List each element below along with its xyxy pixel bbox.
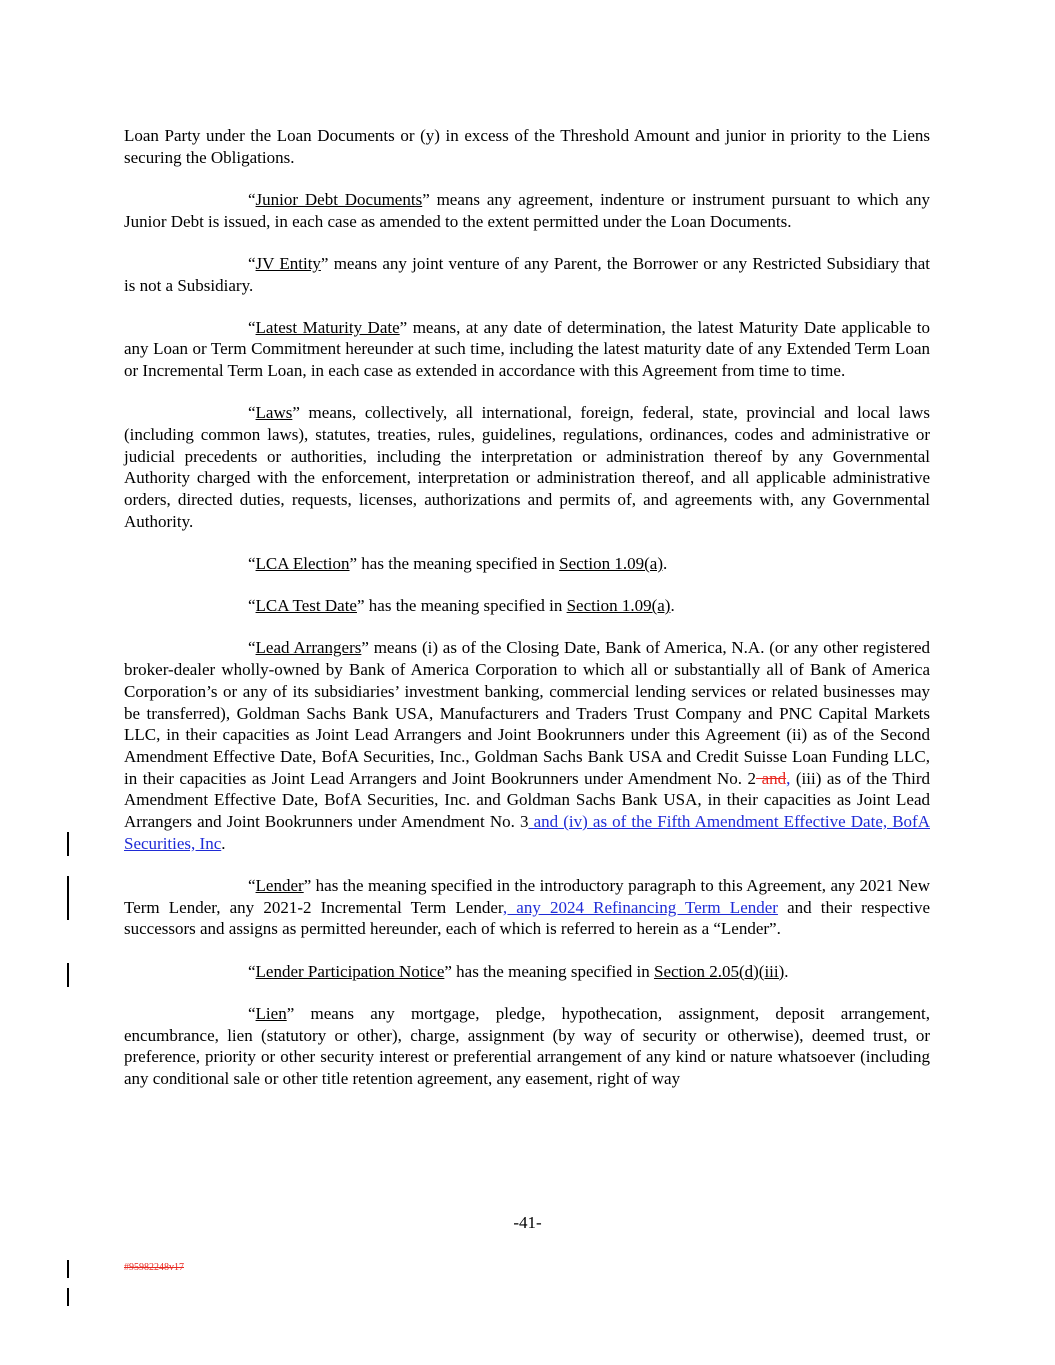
definition-text: ” has the meaning specified in xyxy=(349,554,560,574)
defined-term: Junior Debt Documents xyxy=(255,189,423,209)
change-bar xyxy=(67,876,69,920)
definition-text: (iii) as of the Third Amendment Effective Date, BofA Securities, Inc. and Goldman Sachs Bank USA, in their capacities as Joint Lead Arrangers and Joint Bookrunners under Amendment No. 3 xyxy=(124,768,930,832)
definition-lien xyxy=(124,1003,930,1090)
inserted-text: , xyxy=(786,768,791,788)
open-quote: “ xyxy=(248,596,256,616)
period: . xyxy=(670,596,675,616)
period: . xyxy=(662,554,668,574)
paragraph-continuation: Loan Party under the Loan Documents or (y) in excess of the Threshold Amount and junior in priority to the Liens securing the Obligations. xyxy=(124,126,930,167)
definition-text: ” means (i) as of the Closing Date, Bank of America, N.A. (or any other registered broker-dealer wholly-owned by Bank of America Corporation to which all or substantially all of Bank of America Corporation’s or any of its subsidiaries’ investment banking, commercial lending services or related businesses may be transferred), Goldman Sachs Bank USA, Manufacturers and Traders Trust Company and PNC Capital Markets LLC, in their capacities as Joint Lead Arrangers and Joint Bookrunners under this Agreement (ii) as of the Second Amendment Effective Date, BofA Securities, Inc., Goldman Sachs Bank USA and Credit Suisse Loan Funding LLC, in their capacities as Joint Lead Arrangers and Joint Bookrunners under Amendment No. 2 xyxy=(124,638,930,788)
section-reference: Section 1.09(a) xyxy=(566,596,671,616)
definition-text: ” has the meaning specified in xyxy=(356,596,567,616)
open-quote: “ xyxy=(248,1003,256,1023)
definition-text: ” means any mortgage, pledge, hypothecation, assignment, deposit arrangement, encumbrance, lien (statutory or other), charge, assignment (by way of security or otherwise), deemed trust, or preference, priority or other security interest or preferential arrangement of any kind or nature whatsoever (including any conditional sale or other title retention agreement, any easement, right of way xyxy=(124,1003,930,1088)
inserted-text: and (iv) as of the Fifth Amendment Effective Date, BofA Securities, Inc xyxy=(124,812,930,853)
change-bar xyxy=(67,963,69,987)
definition-jv-entity xyxy=(124,253,930,296)
definition-text: ” means any joint venture of any Parent, the Borrower or any Restricted Subsidiary that is not a Subsidiary. xyxy=(124,253,930,295)
open-quote: “ xyxy=(248,253,256,273)
page-number: -41- xyxy=(513,1213,542,1232)
deleted-text: and xyxy=(756,768,787,788)
defined-term: Lead Arrangers xyxy=(255,638,362,658)
definition-text: ” means, at any date of determination, the latest Maturity Date applicable to any Loan or Term Commitment hereunder at such time, including the latest maturity date of any Extended Term Loan or Incremental Term Loan, in each case as extended in accordance with this Agreement from time to time. xyxy=(124,317,931,381)
change-bar xyxy=(67,832,69,856)
definition-latest-maturity-date xyxy=(124,317,930,382)
open-quote: “ xyxy=(248,189,256,209)
defined-term: Lender xyxy=(255,875,304,895)
definition-text: . xyxy=(221,833,226,853)
document-body xyxy=(124,125,930,1110)
section-reference: Section 2.05(d)(iii) xyxy=(653,961,785,981)
defined-term: Laws xyxy=(255,403,293,423)
change-bar xyxy=(67,1260,69,1278)
definition-text: ” means, collectively, all international, foreign, federal, state, provincial and local laws (including common laws), statutes, treaties, rules, guidelines, regulations, ordinances, codes and administrative or judicial precedents or authorities, including the interpretation or administration thereof by any Governmental Authority charged with the enforcement, interpretation or administration thereof, and all applicable administrative orders, directed duties, requests, licenses, authorizations and permits of, and agreements with, any Governmental Authority. xyxy=(124,403,930,531)
open-quote: “ xyxy=(248,875,256,895)
section-reference: Section 1.09(a) xyxy=(559,554,663,574)
defined-term: LCA Election xyxy=(255,554,350,574)
definition-lead-arrangers xyxy=(124,637,930,854)
definition-text: ” means any agreement, indenture or instrument pursuant to which any Junior Debt is issued, in each case as amended to the extent permitted under the Loan Documents. xyxy=(124,189,930,231)
change-bar xyxy=(67,1288,69,1306)
defined-term: JV Entity xyxy=(255,253,321,273)
open-quote: “ xyxy=(248,403,256,423)
definition-lca-test-date xyxy=(124,595,930,617)
defined-term: Latest Maturity Date xyxy=(255,317,400,337)
open-quote: “ xyxy=(248,317,256,337)
definition-lca-election xyxy=(124,553,930,575)
open-quote: “ xyxy=(248,961,256,981)
definition-lender-participation-notice xyxy=(124,961,930,983)
defined-term: LCA Test Date xyxy=(255,596,357,616)
period: . xyxy=(784,961,789,981)
definition-text: ” has the meaning specified in the introductory paragraph to this Agreement, any 2021 New Term Lender, any 2021-2 Incremental Term Lender xyxy=(124,875,930,917)
definition-lender xyxy=(124,875,930,940)
definition-text: and their respective successors and assigns as permitted hereunder, each of which is referred to herein as a “Lender”. xyxy=(124,897,930,939)
defined-term: Lien xyxy=(255,1003,287,1023)
definition-laws xyxy=(124,402,930,532)
definition-text: ” has the meaning specified in xyxy=(444,961,654,981)
open-quote: “ xyxy=(248,638,256,658)
defined-term: Lender Participation Notice xyxy=(255,961,445,981)
inserted-text: , any 2024 Refinancing Term Lender xyxy=(502,897,778,917)
open-quote: “ xyxy=(248,554,256,574)
definition-junior-debt-documents xyxy=(124,189,930,232)
document-id: #95982248v17 xyxy=(124,1262,184,1273)
